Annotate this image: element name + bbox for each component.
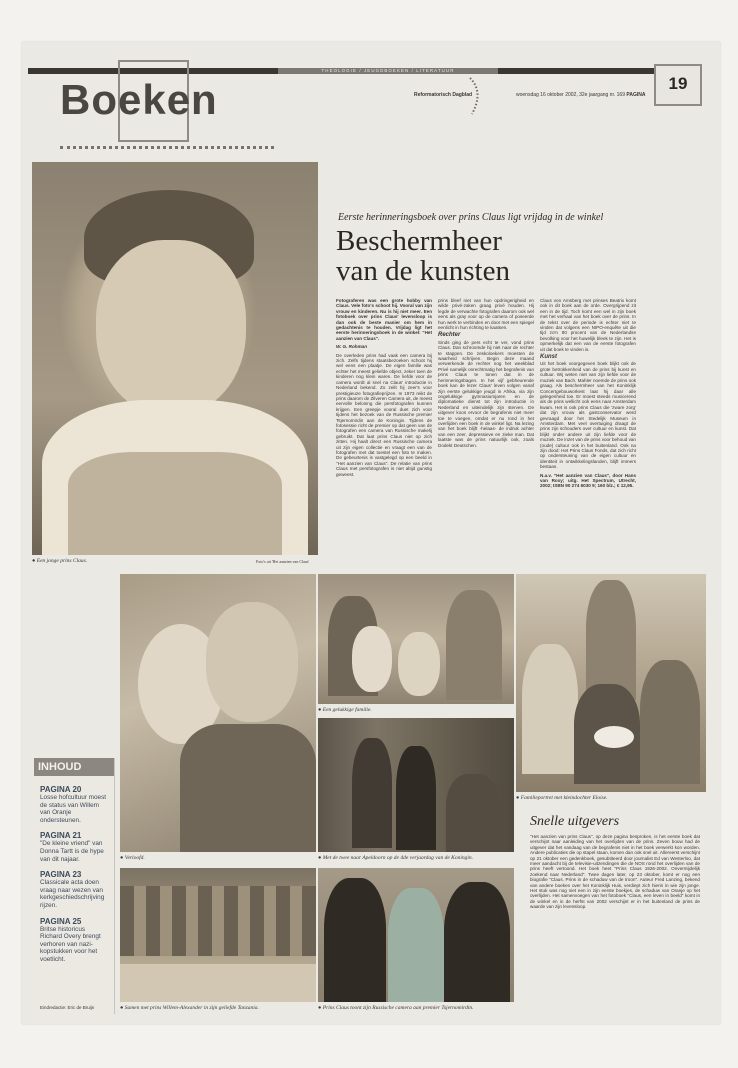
caption-text: Een gelukkige familie. xyxy=(322,707,372,713)
subheading-rechter: Rechter xyxy=(438,332,461,339)
inhoud-list xyxy=(34,785,114,964)
inhoud-title: INHOUD xyxy=(34,758,114,776)
photo-familieportret xyxy=(516,574,706,792)
crowd-shape xyxy=(120,886,316,956)
book-reference: N.a.v. "Het aanzien van Claus", door Hans van Roxy; uitg. Het Spectrum, Utrecht, 2002; ISBN 90 274 6030 9; 160 blz.; € 12,95. xyxy=(540,472,636,489)
figure-guest xyxy=(446,774,500,852)
caption-familieportret: ● Familieportret met kleindochter Eloise. xyxy=(516,795,608,801)
article-column-1 xyxy=(336,298,432,574)
figure-queen-right xyxy=(640,660,700,784)
article-column-2 xyxy=(438,298,534,574)
newspaper-page xyxy=(22,42,720,1024)
figure-woman-left xyxy=(522,644,578,774)
inhoud-page: PAGINA 23 xyxy=(40,870,82,880)
subheading-kunst: Kunst xyxy=(540,354,557,361)
figure-queen xyxy=(352,738,392,848)
main-photo-credit: Foto's uit 'Het aanzien van Claus' xyxy=(256,559,310,564)
inhoud-item[interactable] xyxy=(40,831,108,863)
figure-tsjernomirdin xyxy=(444,882,510,1002)
caption-verloofd: ● Verloofd. xyxy=(120,855,145,861)
ground-shape xyxy=(120,964,316,1002)
photo-gelukkige-familie xyxy=(318,574,514,704)
caption-russische-camera: ● Prins Claus toont zijn Russische camera aan premier Tsjernomirdin. xyxy=(318,1005,474,1011)
column-2-body-a: prins bleef niet van hun opdringerigheid en wilde privé-zaken graag privé houden. Hij legde de verwachte fotografen daarom ook wel eens als gray voor op de camera of poseerde hun werk te verbinden en door met een spiegel eenlicht in hun richting te kaatsen. xyxy=(438,298,534,331)
caption-text: Samen met prins Willem-Alexander in zijn geliefde Tanzania. xyxy=(124,1005,259,1011)
inhoud-item[interactable] xyxy=(40,785,108,824)
figure-child-1 xyxy=(352,626,392,692)
inhoud-text: Classicale acta doen vraag naar wezen van kerkgeschiedschrijving rijzen. xyxy=(40,879,105,909)
caption-text: Verloofd. xyxy=(124,855,145,861)
inhoud-credit: Eindredactie: Eric de Bruijn xyxy=(40,1005,95,1010)
column-1-body: De overleden prins had vaak een camera bij zich. Zelfs tijdens staatsbezoeken schoot hij wel eens een plaatje. De eigen familie was echter het meest geliefde object, zeker toen de kinderen nog klein waren. De liefde voor de camera wordt al snel na Claus' introductie in Nederland bekend. Zo zeilt hij zeer's voor prestigieuze fotografieprijzen. In 1973 reikt de prins daarom de Zilveren Camera uit, de meest eervolle beloning die persfotografen kunnen krijgen. Een greepje vooral duet zich voor tijdens het bezoek van de Russische premier Tsjernomirdin aan de Koningin. Tijdens de fotosessie richt de premier op dat geen van de fotografen een camera van Russische makelij gebruikt. Dat laat prins Claus niet op zich zitten. Hij haalt direct een Russische camera uit zijn eigen collectie en vraagt een van de fotografen met dat toestel een foto te maken. De gebeurtenis is vastgelegd op een beeld in "Het aanzien van Claus". De relatie van prins Claus met persfotografen is niet altijd gunstig geweest. xyxy=(336,352,432,477)
caption-text: Met de twee naar Apeldoorn op de 4de verjaardag van de Koningin. xyxy=(322,855,474,861)
caption-text: Prins Claus toont zijn Russische camera aan premier Tsjernomirdin. xyxy=(322,1005,474,1011)
photo-apeldoorn xyxy=(318,718,514,852)
photo-verloofd xyxy=(120,574,316,852)
figure-man xyxy=(206,602,298,722)
photo-tanzania xyxy=(120,868,316,1002)
caption-gelukkige-familie: ● Een gelukkige familie. xyxy=(318,707,372,713)
article-lead: Fotograferen was een grote hobby van Claus. Vele foto's schoot hij. Vooral van zijn vrouw en kinderen. Nu is hij niet meer. Een fotoboek over prins Claus' levensloop is dan ook de beste manier om hem in gedachtenis te houden. Vrijdag ligt het eerste herinneringsboek in de winkel: "Het aanzien van Claus". xyxy=(336,298,432,341)
inhoud-page: PAGINA 21 xyxy=(40,831,82,841)
inhoud-text: Britse historicus Richard Overy brengt verhoren van nazi-kopstukken voor het voetlicht. xyxy=(40,925,101,963)
title-dots xyxy=(60,146,274,149)
figure-mother xyxy=(446,590,502,700)
face-shape xyxy=(96,240,246,416)
page-number: 19 xyxy=(668,74,688,93)
page-label: PAGINA xyxy=(626,92,646,98)
caption-apeldoorn: ● Met de twee naar Apeldoorn op de 4de verjaardag van de Koningin. xyxy=(318,855,474,861)
snelle-uitgevers-title: Snelle uitgevers xyxy=(530,814,620,829)
figure-suit xyxy=(180,724,316,852)
snelle-uitgevers-text: "Het aanzien van prins Claus", op deze pagina besproken, is het eerste boek dat verschijnt naar aanleiding van het overlijden van de prins. Zeven bouw had de uitgever dat het vandaag van de begrafenis niet in het boek verwerkt kon worden. Andere publicaties die op stapel staan, komen dan ook snel uit. Allereerst verschijnt op 21 oktober een gedenkboek, gesubtiteerd door journalist Ed van Westerloo, dat meer aandacht bij de televisie-uitzendingen die de NOS rond het overlijden van de prins heeft vertoond. Het boek heet "Prins Claus 1926-2002. Onvermijdelijk zoekend naar Nederland". Twee dagen later, op 23 oktober, komt er nog een biografie "Claus. Prins in de schaduw van de troon". Auteur Fred Lanzing, bekend van andere boeken over het Koninklijk Huis, verdiept zich hierin in wie zijn jonge. Het stuk was nog niet een in zijn eerste boekjes, de schaduw van Oranje op het overlijden. Het samenvoegen van het fotoboek "Claus, een leven in beeld" komt in de winkel en in de herfst van 2002 verschijnt er in het buitenland de prins de waarde van zijn levensloop. xyxy=(530,834,700,910)
page-number-box xyxy=(654,64,702,106)
article-kicker: Eerste herinneringsboek over prins Claus ligt vrijdag in de winkel xyxy=(338,212,604,223)
figure-baby xyxy=(594,726,634,748)
inhoud-item[interactable] xyxy=(40,917,108,964)
inhoud-page: PAGINA 20 xyxy=(40,785,82,794)
figure-child-2 xyxy=(398,632,440,696)
column-3-body-b: Uit het boek voorgegeven boek blijkt ook de grote betrokkenheid van de prins bij kunst en cultuur. Wij weten niet van zijn liefde voor de muziek van Bach. Mahler noemde de prins ook graag. Als beschermheer van het Koninklijk Concertgebouworkest laat hij daar alle gelegenheid toe. Er moest steeds musicerend als de prins wellicht ook eens naar Amsterdam kwam. Het is ook prins Claus die 'zware zorg' dat zijn vrouw als gastconservator werd gevraagd door het Stedelijk Museum in Amsterdam. Met veel overtuiging draagt de prins zijn schouders over cultuur en kunst. Dat blijkt onder andere uit zijn liefde voor de muziek. De inzet van de prins voor behoud van (oude) cultuur ook in het buitenland. Ook na zijn dood: Het Prins Claus Fonds, dat zich richt op ondersteuning van de eigen cultuur en identiteit in ontwikkelingslanden, blijft immers bestaan. xyxy=(540,361,636,470)
caption-text: Familieportret met kleindochter Eloise. xyxy=(520,795,608,801)
figure-man-standing xyxy=(586,580,636,700)
sweater-shape xyxy=(68,452,282,555)
figure-beatrix xyxy=(388,888,444,1002)
article-byline: W. G. Rohman xyxy=(336,344,368,350)
main-photo-caption: ● Een jonge prins Claus. xyxy=(32,558,88,564)
dotted-arc xyxy=(466,76,488,116)
caption-text: Een jonge prins Claus. xyxy=(36,558,88,564)
inhoud-page: PAGINA 25 xyxy=(40,916,82,926)
newspaper-name: Reformatorisch Dagblad xyxy=(414,92,473,98)
section-title: Boeken xyxy=(60,76,218,123)
figure-prince xyxy=(396,746,436,850)
date-text: woensdag 16 oktober 2002, 32e jaargang nr. 169 xyxy=(516,92,625,98)
article-column-3 xyxy=(540,298,636,574)
headline-line-2: van de kunsten xyxy=(336,255,510,287)
column-2-body-b: Sinds ging de pers echt te ver, vond prins Claus. Dan schroomde hij niet naar de rechter te stappen. De zeskoloekers moesten de waarheid schrijven. Begin deze maand verwerkende de rechter nog het weekblad Privé namelijk onrechtmatig het begrafenis van prins Claus te tonen dat in de herinneringsbagen. In het vijf gebheurende boek kan de lezer Claus' leven volgen vanaf zijn eerste gelukkige jeugd in Afrika, via zijn ongelukkige gymnasiumjaren en de diplomatieke dienst tot zijn introductie in Nederland en uiteindelijk zijn sterven. De uitgever koos ervoor de begrafenis niet meer toe te voegen, omdat er nu rond in het overlijden een boek in de winkel ligt. Na lezing van het boek blijft -helaas- de indruk achter van een zeer, depressieve en zieke man. Dat laatste was de prins natuurlijk ook, zoals Dodekt Deutschen. xyxy=(438,339,534,448)
inhoud-text: Losse hofcultuur moest de status van Willem van Oranje ondersteunen. xyxy=(40,794,107,824)
column-3-body-a: Claus von Amsberg met prinses Beatrix komt ook in dit boek aan de orde. Overgrijpend zit een in de tijd. Toch komt een wel in zijn boek met het verhaal van het boek over de prins. In de tekst over de periode is echter niet te vinden dat volgens een NIPO-enquête uit die tijd zo'n 80 procent van de Nederlandse bevolking voor het huwelijk bleek te zijn. Het is opmerkelijk dat een van de eerste fotografen uit dat boek te vinden is. xyxy=(540,298,636,352)
inhoud-text: "De kleine vriend" van Donna Tartt is de hype van dit najaar. xyxy=(40,840,104,863)
photo-russische-camera xyxy=(318,868,514,1002)
main-photo-young-claus xyxy=(32,162,318,555)
dateline xyxy=(516,92,645,98)
section-band: THEOLOGIE / JEUGDBOEKEN / LITERATUUR xyxy=(278,68,498,74)
inhoud-item[interactable] xyxy=(40,870,108,909)
headline-line-1: Beschermheer xyxy=(336,225,502,257)
article-headline xyxy=(336,226,510,286)
inhoud-box xyxy=(34,758,115,1014)
caption-tanzania: ● Samen met prins Willem-Alexander in zijn geliefde Tanzania. xyxy=(120,1005,259,1011)
figure-claus-camera xyxy=(324,878,386,1002)
